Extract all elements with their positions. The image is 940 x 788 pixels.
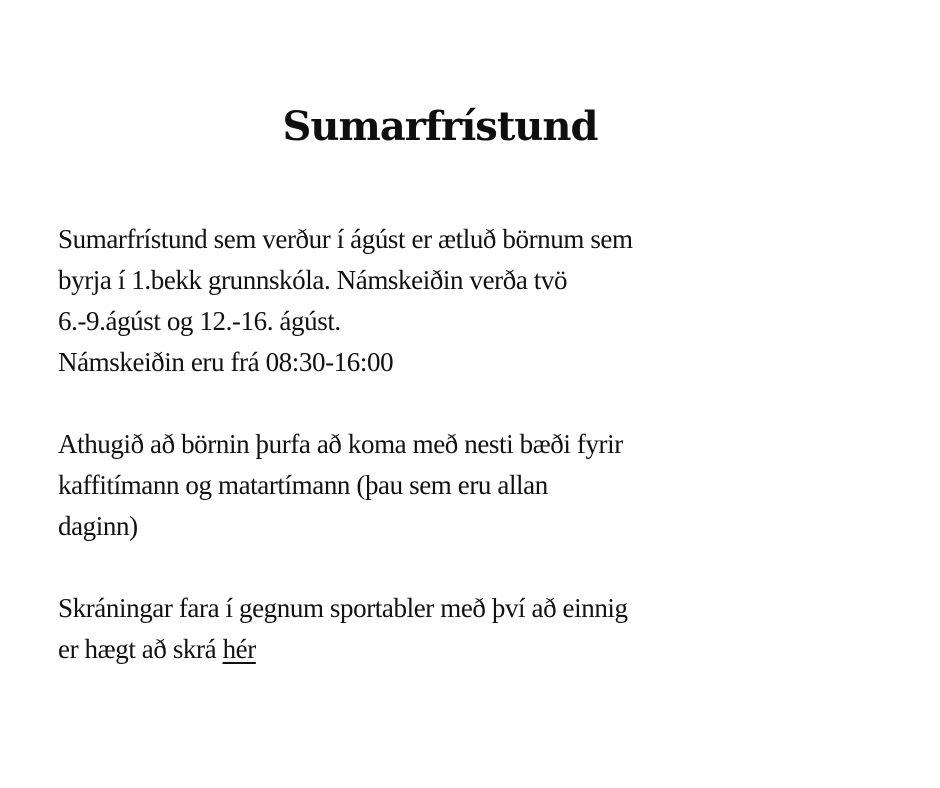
- intro-line: 6.-9.ágúst og 12.-16. ágúst.: [58, 306, 341, 336]
- intro-line: Sumarfrístund sem verður í ágúst er ætluð börnum sem: [58, 224, 633, 254]
- paragraph-gap: [58, 383, 898, 424]
- signup-text: er hægt að skrá: [58, 634, 223, 664]
- paragraph-gap: [58, 547, 898, 588]
- page-title: Sumarfrístund: [282, 103, 598, 150]
- signup-line: Skráningar fara í gegnum sportabler með því að einnig: [58, 593, 628, 623]
- signup-line: [58, 629, 898, 670]
- intro-line: byrja í 1.bekk grunnskóla. Námskeiðin verða tvö: [58, 265, 568, 295]
- intro-line: Námskeiðin eru frá 08:30-16:00: [58, 347, 394, 377]
- content-body: [58, 219, 898, 670]
- note-line: kaffitímann og matartímann (þau sem eru allan: [58, 470, 548, 500]
- registration-link[interactable]: hér: [222, 634, 256, 664]
- note-line: Athugið að börnin þurfa að koma með nesti bæði fyrir: [58, 429, 623, 459]
- note-line: daginn): [58, 511, 138, 541]
